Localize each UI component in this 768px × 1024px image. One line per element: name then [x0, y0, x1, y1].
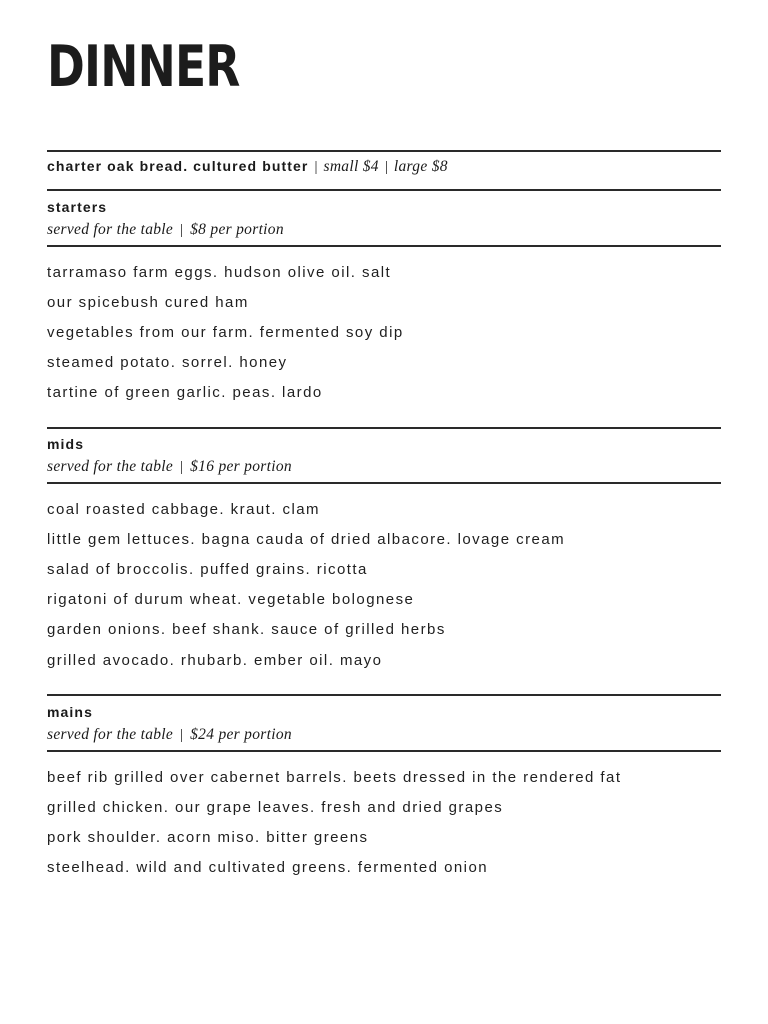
menu-title: DINNER	[47, 34, 240, 100]
menu-item: salad of broccolis. puffed grains. ricotta	[47, 561, 368, 578]
bread-large-price: large $8	[393, 158, 448, 175]
separator: |	[180, 727, 184, 743]
menu-item: pork shoulder. acorn miso. bitter greens	[47, 829, 369, 846]
bread-name: charter oak bread. cultured butter	[47, 158, 309, 174]
section-price: $8 per portion	[190, 221, 284, 238]
menu-item: steelhead. wild and cultivated greens. fermented onion	[47, 859, 489, 876]
section-heading: starters	[47, 199, 108, 215]
menu-item: little gem lettuces. bagna cauda of dried albacore. lovage cream	[47, 531, 566, 548]
divider	[47, 427, 721, 429]
menu-item: beef rib grilled over cabernet barrels. beets dressed in the rendered fat	[47, 769, 622, 786]
separator: |	[180, 222, 184, 238]
section-heading: mains	[47, 704, 93, 720]
divider	[47, 245, 721, 247]
section-price: $16 per portion	[190, 458, 292, 475]
menu-item: our spicebush cured ham	[47, 294, 249, 311]
menu-item: vegetables from our farm. fermented soy dip	[47, 324, 404, 341]
menu-item: tartine of green garlic. peas. lardo	[47, 384, 323, 401]
separator: |	[180, 459, 184, 475]
menu-item: tarramaso farm eggs. hudson olive oil. salt	[47, 264, 392, 281]
section-heading: mids	[47, 436, 85, 452]
menu-item: steamed potato. sorrel. honey	[47, 354, 288, 371]
menu-item: rigatoni of durum wheat. vegetable bolognese	[47, 591, 415, 608]
menu-item: grilled chicken. our grape leaves. fresh and dried grapes	[47, 799, 504, 816]
section-note	[47, 221, 284, 239]
section-note-text: served for the table	[47, 458, 174, 475]
divider	[47, 189, 721, 191]
menu-item: grilled avocado. rhubarb. ember oil. mayo	[47, 652, 383, 669]
separator: |	[384, 159, 388, 175]
divider	[47, 694, 721, 696]
divider	[47, 482, 721, 484]
section-price: $24 per portion	[190, 726, 292, 743]
section-note-text: served for the table	[47, 726, 174, 743]
divider	[47, 150, 721, 152]
bread-small-price: small $4	[323, 158, 379, 175]
bread-line	[47, 157, 448, 176]
section-note	[47, 726, 292, 744]
menu-item: garden onions. beef shank. sauce of grilled herbs	[47, 621, 446, 638]
separator: |	[314, 159, 318, 175]
section-note-text: served for the table	[47, 221, 174, 238]
divider	[47, 750, 721, 752]
menu-item: coal roasted cabbage. kraut. clam	[47, 501, 320, 518]
section-note	[47, 458, 292, 476]
